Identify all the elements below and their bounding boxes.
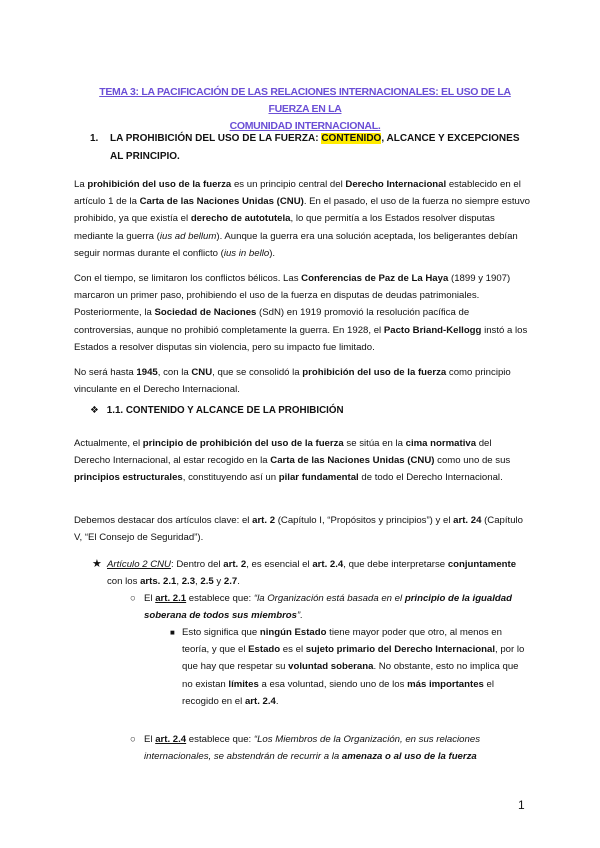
- diamond-bullet-icon: ❖: [90, 405, 99, 416]
- paragraph-2: Con el tiempo, se limitaron los conflictos bélicos. Las Conferencias de Paz de La Haya (1899 y 1907) marcaron un primer paso, prohibiendo el uso de la fuerza en disputas de deudas patrimoniales. Posteriormente, la Sociedad de Naciones (SdN) en 1919 promovió la resolución pacífica de controversias, aunque no prohibió completamente la guerra. En 1928, el Pacto Briand-Kellogg instó a los Estados a resolver disputas sin violencia, pero su impacto fue limitado.: [74, 273, 528, 353]
- paragraph-3: No será hasta 1945, con la CNU, que se consolidó la prohibición del uso de la fuerza como principio vinculante en el Derecho Internacional.: [74, 367, 511, 396]
- title-line-1: TEMA 3: LA PACIFICACIÓN DE LAS RELACIONES INTERNACIONALES: EL USO DE LA FUERZA EN LA: [99, 86, 511, 115]
- section-heading-1-1: [90, 405, 344, 416]
- document-title: [80, 84, 530, 135]
- sub-sub-bullet-explanation: ■ Esto significa que ningún Estado tiene mayor poder que otro, al menos en teoría, y que el Estado es el sujeto primario del Derecho Internacional, por lo que hay que respetar su voluntad soberana. No obstante, esto no implica que no existan límites a esa voluntad, siendo uno de los más importantes el recogido en el art. 2.4.: [170, 624, 530, 710]
- article-label: Artículo 2 CNU: [107, 559, 171, 570]
- paragraph-4: Actualmente, el principio de prohibición del uso de la fuerza se sitúa en la cima normativa del Derecho Internacional, al estar recogido en la Carta de las Naciones Unidas (CNU) como uno de sus principios estructurales, constituyendo así un pilar fundamental de todo el Derecho Internacional.: [74, 438, 511, 484]
- star-bullet-icon: ★: [92, 558, 102, 570]
- title-line-2: COMUNIDAD INTERNACIONAL.: [229, 120, 381, 132]
- heading-text-part-1: LA PROHIBICIÓN DEL USO DE LA FUERZA:: [110, 133, 322, 144]
- section-number: 1.: [90, 133, 99, 144]
- paragraph-1: La prohibición del uso de la fuerza es un principio central del Derecho Internacional establecido en el artículo 1 de la Carta de las Naciones Unidas (CNU). En el pasado, el uso de la fuerza no siempre estuvo prohibido, ya que existía el derecho de autotutela, lo que permitía a los Estados resolver disputas mediante la guerra (ius ad bellum). Aunque la guerra era una solución aceptada, los beligerantes debían seguir normas durante el conflicto (ius in bello).: [74, 179, 530, 259]
- circle-bullet-icon: ○: [130, 593, 136, 604]
- section-heading-1: [90, 130, 530, 166]
- page-number: 1: [518, 798, 525, 812]
- square-bullet-icon: ■: [170, 628, 175, 637]
- paragraph-5: Debemos destacar dos artículos clave: el art. 2 (Capítulo I, “Propósitos y principios”) y el art. 24 (Capítulo V, “El Consejo de Seguridad”).: [74, 515, 524, 544]
- heading-text-part-2: , ALCANCE Y EXCEPCIONES AL PRINCIPIO.: [110, 133, 520, 162]
- circle-bullet-icon: ○: [130, 734, 136, 745]
- highlighted-word: CONTENIDO: [321, 133, 382, 144]
- subheading-text: 1.1. CONTENIDO Y ALCANCE DE LA PROHIBICIÓN: [106, 405, 344, 416]
- sub-bullet-art-2-1: ○ El art. 2.1 establece que: “la Organización está basada en el principio de la igualdad soberana de todos sus miembros”.: [130, 590, 530, 624]
- bullet-item-article-2: ★ Artículo 2 CNU: Dentro del art. 2, es esencial el art. 2.4, que debe interpretarse conjuntamente con los arts. 2.1, 2.3, 2.5 y 2.7.: [92, 558, 517, 588]
- sub-bullet-art-2-4: ○ El art. 2.4 establece que: “Los Miembros de la Organización, en sus relaciones internacionales, se abstendrán de recurrir a la amenaza o al uso de la fuerza: [130, 731, 530, 765]
